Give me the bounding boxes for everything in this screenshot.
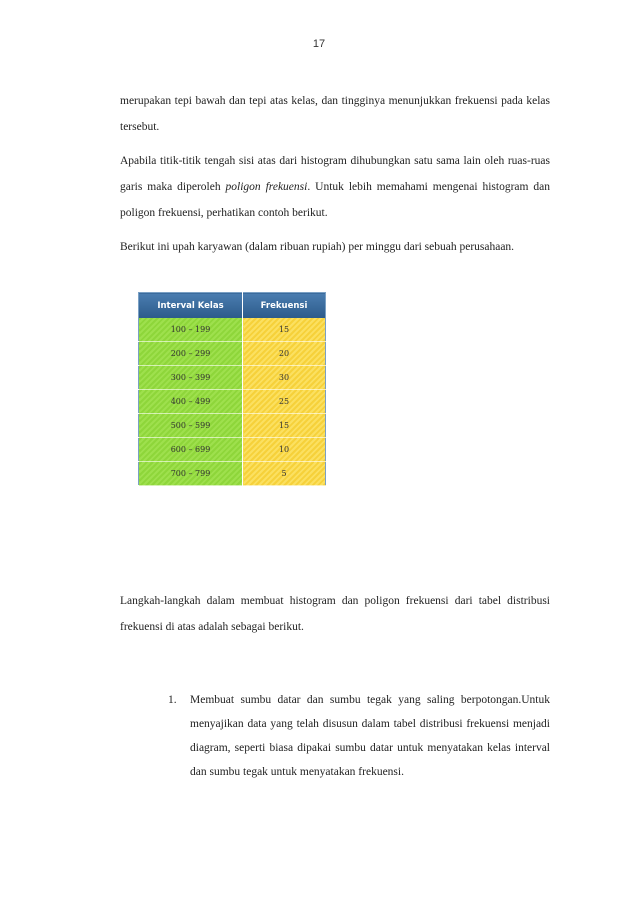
interval-cell: 500 – 599 (139, 414, 243, 438)
term-poligon-frekuensi: poligon frekuensi (225, 181, 308, 193)
frequency-cell: 30 (243, 366, 326, 390)
paragraph-histogram-description: merupakan tepi bawah dan tepi atas kelas, dan tingginya menunjukkan frekuensi pada kelas tersebut. (120, 95, 550, 133)
frequency-cell: 10 (243, 438, 326, 462)
frequency-cell: 5 (243, 462, 326, 486)
list-item-number: 1. (168, 694, 177, 706)
header-interval-kelas: Interval Kelas (139, 293, 243, 319)
header-frekuensi: Frekuensi (243, 293, 326, 319)
table-row (139, 366, 326, 390)
table-row (139, 390, 326, 414)
interval-cell: 700 – 799 (139, 462, 243, 486)
table-row (139, 342, 326, 366)
table-row (139, 414, 326, 438)
table-row (139, 438, 326, 462)
paragraph-steps-intro: Langkah-langkah dalam membuat histogram dan poligon frekuensi dari tabel distribusi frekuensi di atas adalah sebagai berikut. (120, 595, 550, 633)
paragraph-polygon-text-end: . Untuk lebih memahami mengenai histogram dan poligon frekuensi, perhatikan contoh berikut. (120, 181, 550, 219)
table-row (139, 318, 326, 342)
frequency-distribution-table (138, 292, 326, 486)
list-item (168, 688, 550, 784)
page-number: 17 (312, 38, 326, 50)
paragraph-example-intro: Berikut ini upah karyawan (dalam ribuan rupiah) per minggu dari sebuah perusahaan. (120, 241, 515, 253)
interval-cell: 400 – 499 (139, 390, 243, 414)
paragraph-polygon-text-start: Apabila titik-titik tengah sisi atas dari histogram dihubungkan satu sama lain oleh ruas-ruas garis maka diperoleh (120, 155, 550, 193)
interval-cell: 300 – 399 (139, 366, 243, 390)
table-row (139, 462, 326, 486)
interval-cell: 600 – 699 (139, 438, 243, 462)
list-item-text: Membuat sumbu datar dan sumbu tegak yang saling berpotongan.Untuk menyajikan data yang telah disusun dalam tabel distribusi frekuensi menjadi diagram, seperti biasa dipakai sumbu datar untuk menyatakan kelas interval dan sumbu tegak untuk menyatakan frekuensi. (190, 694, 550, 778)
paragraph-polygon-definition (120, 148, 550, 226)
table-header-row (139, 293, 326, 319)
frequency-cell: 25 (243, 390, 326, 414)
frequency-cell: 15 (243, 414, 326, 438)
interval-cell: 200 – 299 (139, 342, 243, 366)
interval-cell: 100 – 199 (139, 318, 243, 342)
frequency-cell: 15 (243, 318, 326, 342)
frequency-cell: 20 (243, 342, 326, 366)
